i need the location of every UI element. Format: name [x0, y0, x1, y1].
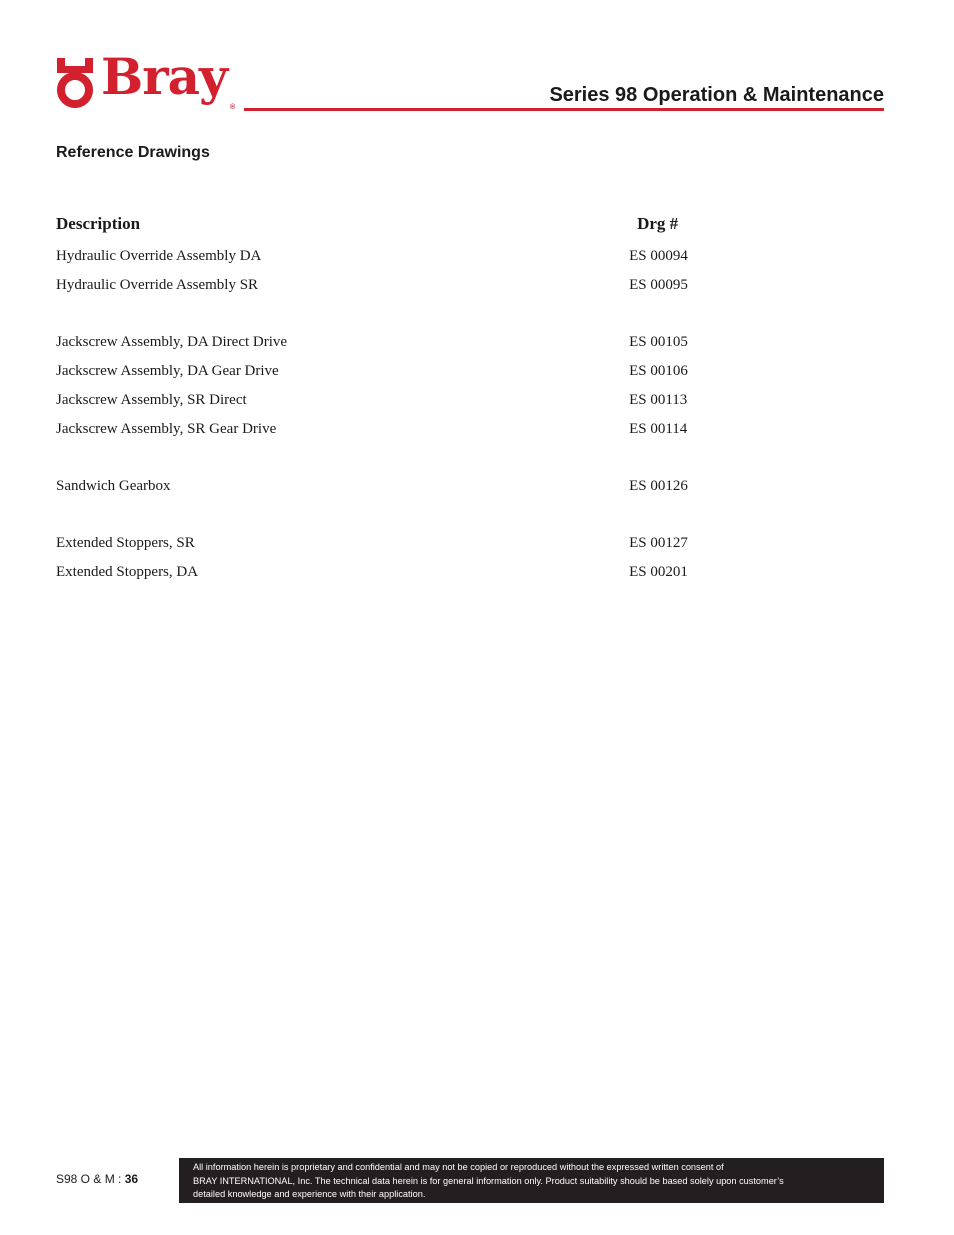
row-description: Jackscrew Assembly, DA Gear Drive — [56, 363, 279, 379]
description-column-header: Description — [56, 214, 141, 233]
table-row — [56, 386, 688, 415]
table-row — [56, 271, 688, 300]
table-row — [56, 472, 688, 501]
row-drawing-number: ES 00105 — [629, 334, 688, 350]
row-drawing-number: ES 00126 — [629, 478, 688, 494]
notice-line: detailed knowledge and experience with their application. — [193, 1189, 426, 1199]
row-drawing-number: ES 00106 — [629, 363, 688, 379]
row-drawing-number: ES 00095 — [629, 277, 688, 293]
section-title: Reference Drawings — [56, 144, 210, 161]
row-description: Extended Stoppers, SR — [56, 535, 195, 551]
footer-doc-code: S98 O & M : — [56, 1172, 125, 1186]
confidentiality-notice — [179, 1158, 884, 1203]
group-spacer — [56, 444, 688, 472]
row-drawing-number: ES 00094 — [629, 248, 688, 264]
bray-logo — [55, 47, 245, 114]
bray-wordmark: Bray — [101, 47, 228, 106]
notice-line: BRAY INTERNATIONAL, Inc. The technical data herein is for general information only. Product suitability should be based solely upon customer’s — [193, 1175, 784, 1186]
table-row — [56, 529, 688, 558]
footer-page-label — [56, 1172, 138, 1186]
row-drawing-number: ES 00114 — [629, 421, 688, 437]
row-description: Jackscrew Assembly, SR Gear Drive — [56, 421, 277, 437]
row-description: Extended Stoppers, DA — [56, 564, 199, 580]
row-drawing-number: ES 00201 — [629, 564, 688, 580]
header-divider — [244, 108, 884, 111]
notice-line: All information herein is proprietary and confidential and may not be copied or reproduced without the expressed written consent of — [193, 1162, 724, 1172]
drawing-column-header: Drg # — [637, 214, 679, 233]
bray-logo-symbol-icon — [55, 56, 95, 108]
row-description: Jackscrew Assembly, SR Direct — [56, 392, 247, 408]
row-description: Hydraulic Override Assembly SR — [56, 277, 259, 293]
table-row — [56, 558, 688, 587]
row-description: Hydraulic Override Assembly DA — [56, 248, 262, 264]
registered-mark: ® — [230, 104, 236, 111]
row-drawing-number: ES 00127 — [629, 535, 688, 551]
table-row — [56, 328, 688, 357]
row-description: Sandwich Gearbox — [56, 478, 171, 494]
table-header-row — [56, 214, 688, 242]
table-row — [56, 242, 688, 271]
row-description: Jackscrew Assembly, DA Direct Drive — [56, 334, 288, 350]
table-row — [56, 415, 688, 444]
page-number: 36 — [124, 1172, 139, 1186]
table-row — [56, 357, 688, 386]
group-spacer — [56, 501, 688, 529]
row-drawing-number: ES 00113 — [629, 392, 688, 408]
reference-drawings-table — [56, 214, 688, 587]
group-spacer — [56, 300, 688, 328]
document-title: Series 98 Operation & Maintenance — [549, 84, 884, 106]
